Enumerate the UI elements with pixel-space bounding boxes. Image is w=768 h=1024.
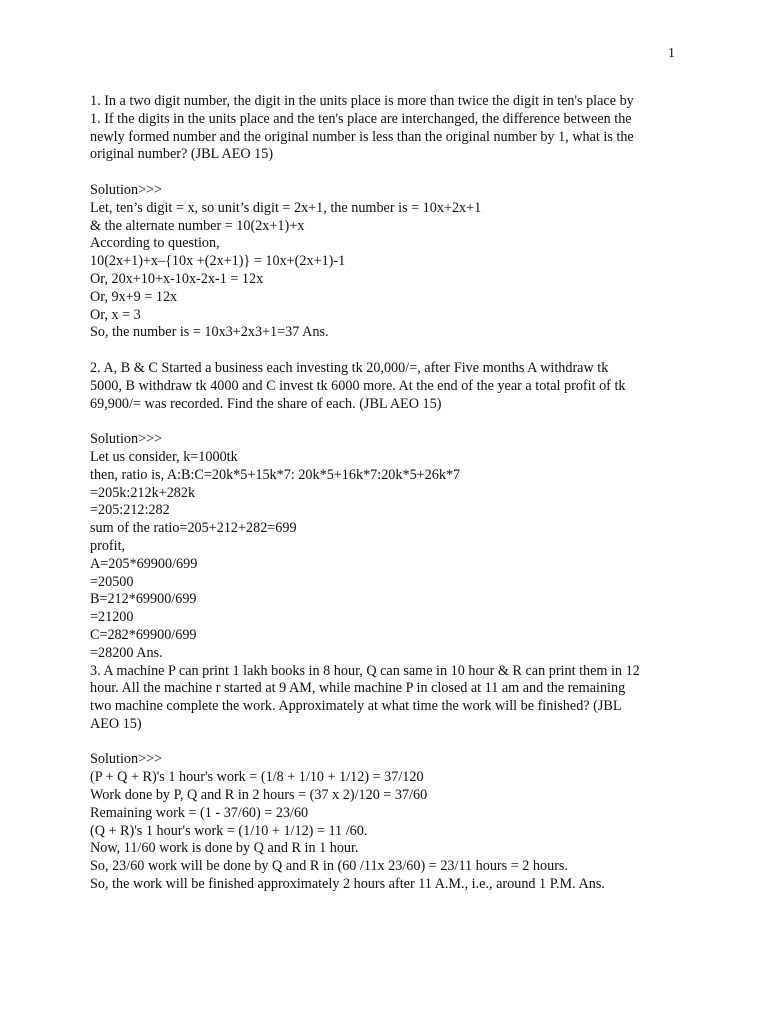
paragraph-gap <box>90 734 680 752</box>
text-line: Work done by P, Q and R in 2 hours = (37 x 2)/120 = 37/60 <box>90 787 428 804</box>
text-line: =28200 Ans. <box>90 644 163 661</box>
paragraph-gap <box>90 164 680 182</box>
text-line: 1. If the digits in the units place and the ten's place are interchanged, the difference between the <box>90 110 632 127</box>
paragraph-gap <box>90 342 680 360</box>
text-line: Or, 20x+10+x-10x-2x-1 = 12x <box>90 270 264 287</box>
text-line: So, the work will be finished approximately 2 hours after 11 A.M., i.e., around 1 P.M. Ans. <box>90 876 605 893</box>
text-line: B=212*69900/699 <box>90 591 197 608</box>
text-line: A=205*69900/699 <box>90 555 198 572</box>
text-line: Now, 11/60 work is done by Q and R in 1 hour. <box>90 840 359 857</box>
text-line: Let us consider, k=1000tk <box>90 448 238 465</box>
text-line: So, the number is = 10x3+2x3+1=37 Ans. <box>90 324 329 341</box>
text-line: sum of the ratio=205+212+282=699 <box>90 520 297 537</box>
solution-block <box>90 182 680 342</box>
solution-block <box>90 431 680 662</box>
question-block <box>90 93 680 164</box>
text-line: C=282*69900/699 <box>90 626 197 643</box>
text-line: Or, 9x+9 = 12x <box>90 288 178 305</box>
text-line: 10(2x+1)+x–{10x +(2x+1)} = 10x+(2x+1)-1 <box>90 253 346 270</box>
text-line: Let, ten’s digit = x, so unit’s digit = 2x+1, the number is = 10x+2x+1 <box>90 199 482 216</box>
question-block <box>90 663 680 734</box>
paragraph-gap <box>90 413 680 431</box>
text-line: =20500 <box>90 573 134 590</box>
text-line: Remaining work = (1 - 37/60) = 23/60 <box>90 804 309 821</box>
document-body <box>90 93 680 894</box>
text-line: then, ratio is, A:B:C=20k*5+15k*7: 20k*5+16k*7:20k*5+26k*7 <box>90 466 461 483</box>
text-line: 69,900/= was recorded. Find the share of each. (JBL AEO 15) <box>90 395 442 412</box>
solution-block <box>90 751 680 893</box>
text-line: So, 23/60 work will be done by Q and R in (60 /11x 23/60) = 23/11 hours = 2 hours. <box>90 858 568 875</box>
text-line: AEO 15) <box>90 715 142 732</box>
text-line: & the alternate number = 10(2x+1)+x <box>90 217 305 234</box>
text-line: (Q + R)'s 1 hour's work = (1/10 + 1/12) = 11 /60. <box>90 822 368 839</box>
question-block <box>90 360 680 413</box>
text-line: According to question, <box>90 235 220 252</box>
text-line: 5000, B withdraw tk 4000 and C invest tk 6000 more. At the end of the year a total profit of tk <box>90 377 626 394</box>
text-line: Solution>>> <box>90 181 163 198</box>
text-line: =205k:212k+282k <box>90 484 196 501</box>
text-line: Or, x = 3 <box>90 306 141 323</box>
text-line: Solution>>> <box>90 431 163 448</box>
text-line: Solution>>> <box>90 751 163 768</box>
text-line: two machine complete the work. Approximately at what time the work will be finished? (JBL <box>90 698 622 715</box>
text-line: newly formed number and the original number is less than the original number by 1, what is the <box>90 128 634 145</box>
text-line: (P + Q + R)'s 1 hour's work = (1/8 + 1/10 + 1/12) = 37/120 <box>90 769 424 786</box>
text-line: hour. All the machine r started at 9 AM, while machine P in closed at 11 am and the remaining <box>90 680 626 697</box>
text-line: original number? (JBL AEO 15) <box>90 146 274 163</box>
text-line: 3. A machine P can print 1 lakh books in 8 hour, Q can same in 10 hour & R can print them in 12 <box>90 662 640 679</box>
page-number: 1 <box>668 46 675 61</box>
text-line: 1. In a two digit number, the digit in the units place is more than twice the digit in ten's place by <box>90 93 634 109</box>
text-line: =21200 <box>90 609 134 626</box>
text-line: =205:212:282 <box>90 502 170 519</box>
text-line: 2. A, B & C Started a business each investing tk 20,000/=, after Five months A withdraw tk <box>90 359 609 376</box>
text-line: profit, <box>90 537 126 554</box>
